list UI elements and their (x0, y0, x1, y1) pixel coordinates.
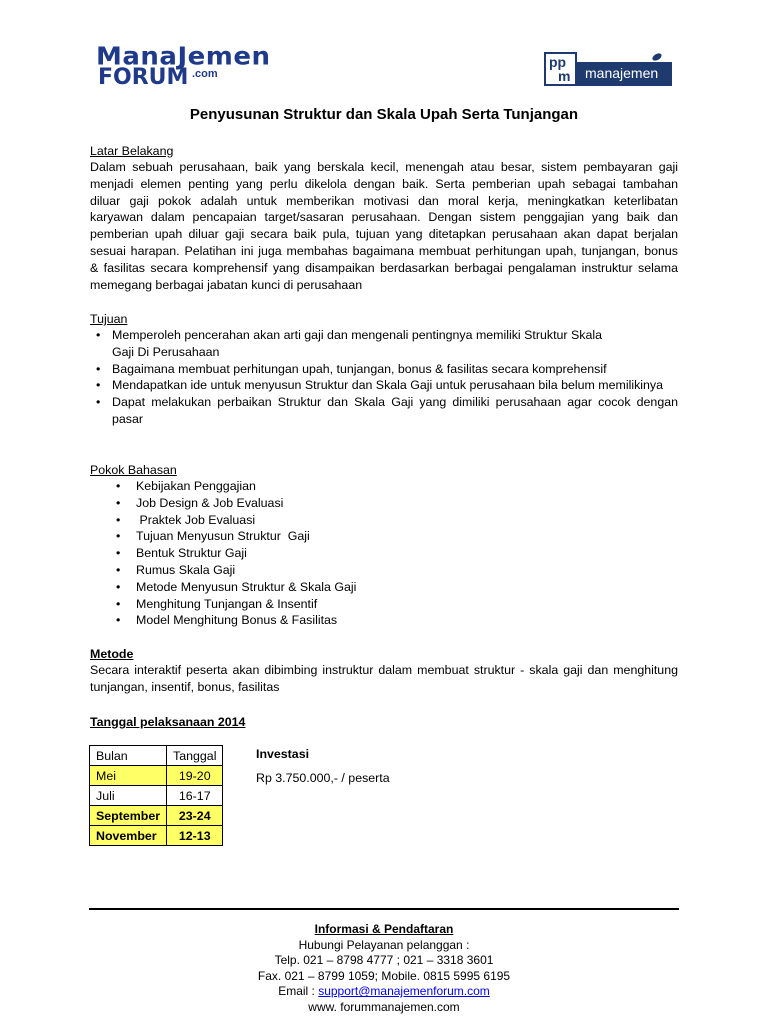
footer-contact-block (0, 922, 768, 1016)
tujuan-list (90, 327, 678, 428)
logo-text-manajemen: ManaJemen (96, 42, 271, 72)
section-heading-tujuan: Tujuan (90, 312, 128, 326)
list-item: • Job Design & Job Evaluasi (112, 495, 512, 512)
paragraph-line: Secara interaktif peserta akan dibimbing instruktur dalam membuat struktur - skala gaji dan menghitung (90, 663, 678, 677)
table-row (90, 786, 223, 806)
table-row (90, 806, 223, 826)
list-item: • Kebijakan Penggajian (112, 478, 512, 495)
paragraph-line: tunjangan, insentif, bonus, fasilitas (90, 679, 280, 694)
ppm-logo-pp: pp (549, 54, 567, 70)
ppm-logo-box (544, 52, 577, 86)
paragraph-line: & fasilitas secara komprehensif yang disampaikan berdasarkan berbagai pengalaman instruktur selama (90, 260, 678, 275)
list-item: • Rumus Skala Gaji (112, 562, 512, 579)
email-link[interactable]: support@manajemenforum.com (318, 984, 490, 999)
cell-tanggal: 19-20 (167, 766, 223, 786)
investasi-label: Investasi (256, 747, 310, 761)
cell-tanggal: 12-13 (167, 826, 223, 846)
footer-fax-mobile: Fax. 021 – 8799 1059; Mobile. 0815 5995 6195 (257, 968, 511, 983)
ppm-logo-text: manajemen (585, 65, 659, 81)
schedule-table (89, 745, 223, 846)
footer-divider (89, 908, 679, 910)
section-heading-latar-belakang: Latar Belakang (90, 144, 174, 158)
footer-website[interactable]: www. forummanajemen.com (308, 999, 460, 1014)
logo-text-com: .com (192, 68, 218, 80)
footer-phone: Telp. 021 – 8798 4777 ; 021 – 3318 3601 (274, 953, 494, 968)
ppm-logo-accent-icon (651, 52, 663, 62)
list-item: • Tujuan Menyusun Struktur Gaji (112, 528, 512, 545)
list-item: • Menghitung Tunjangan & Insentif (112, 596, 512, 613)
list-item: • Dapat melakukan perbaikan Struktur dan Skala Gaji yang dimiliki perusahaan agar cocok dengan pasar (90, 394, 678, 428)
cell-tanggal: 23-24 (167, 806, 223, 826)
pokok-bahasan-list (112, 478, 512, 629)
table-header-row (90, 746, 223, 766)
table-row (90, 766, 223, 786)
logo-text-forum: FORUM (98, 65, 189, 90)
ppm-logo-m: m (558, 68, 571, 84)
footer-heading: Informasi & Pendaftaran (314, 922, 454, 936)
footer-email-line (0, 984, 768, 1000)
paragraph-line: karyawan dalam pencapaian target/sasaran perusahaan. Dengan sistem penggajian yang baik dan (90, 210, 678, 225)
list-item: • Mendapatkan ide untuk menyusun Struktur dan Skala Gaji untuk perusahaan bila belum memilikinya (90, 377, 678, 394)
metode-paragraph (90, 662, 678, 696)
list-item: • Model Menghitung Bonus & Fasilitas (112, 612, 512, 629)
paragraph-line: sesuai harapan. Pelatihan ini juga membahas bagaimana membuat perhitungan upah, tunjangan, bonus (90, 243, 678, 258)
list-item: • Metode Menyusun Struktur & Skala Gaji (112, 579, 512, 596)
list-item: • Bagaimana membuat perhitungan upah, tunjangan, bonus & fasilitas secara komprehensif (90, 361, 678, 378)
section-heading-pokok-bahasan: Pokok Bahasan (90, 463, 177, 477)
list-item: • Praktek Job Evaluasi (112, 512, 512, 529)
cell-bulan: Mei (90, 766, 167, 786)
footer-line: Hubungi Pelayanan pelanggan : (298, 937, 470, 952)
cell-bulan: Juli (90, 786, 167, 806)
investasi-value: Rp 3.750.000,- / peserta (256, 771, 390, 785)
section-heading-tanggal: Tanggal pelaksanaan 2014 (90, 715, 246, 729)
column-header-tanggal: Tanggal (167, 746, 223, 766)
ppm-logo-bar (577, 62, 672, 86)
manajemenforum-logo (96, 42, 271, 94)
paragraph-line: Dalam sebuah perusahaan, baik yang berskala kecil, menengah atau besar, sistem pembayaran gaji (90, 160, 678, 174)
paragraph-line: memegang berbagai jabatan kunci di perusahaan (90, 277, 363, 292)
cell-tanggal: 16-17 (167, 786, 223, 806)
ppm-manajemen-logo (544, 52, 672, 88)
paragraph-line: pemberian upah diluar gaji secara baik pula, tujuan yang ditetapkan perusahaan akan dapat berjalan (90, 227, 678, 242)
cell-bulan: November (90, 826, 167, 846)
list-item: • Bentuk Struktur Gaji (112, 545, 512, 562)
column-header-bulan: Bulan (90, 746, 167, 766)
table-row (90, 826, 223, 846)
list-item: • Memperoleh pencerahan akan arti gaji dan mengenali pentingnya memiliki Struktur Skala Gaji Di Perusahaan (90, 327, 678, 361)
latar-belakang-paragraph (90, 159, 678, 293)
section-heading-metode: Metode (90, 647, 134, 661)
document-title: Penyusunan Struktur dan Skala Upah Serta Tunjangan (189, 106, 579, 123)
paragraph-line: menjadi elemen penting yang perlu dikelola dengan baik. Serta pemberian upah sebagai tambahan (90, 176, 678, 191)
paragraph-line: diluar gaji pokok adalah untuk memberikan motivasi dan moral kerja, meningkatkan keterlibatan (90, 193, 678, 208)
cell-bulan: September (90, 806, 167, 826)
footer-email-label: Email : (278, 984, 319, 999)
